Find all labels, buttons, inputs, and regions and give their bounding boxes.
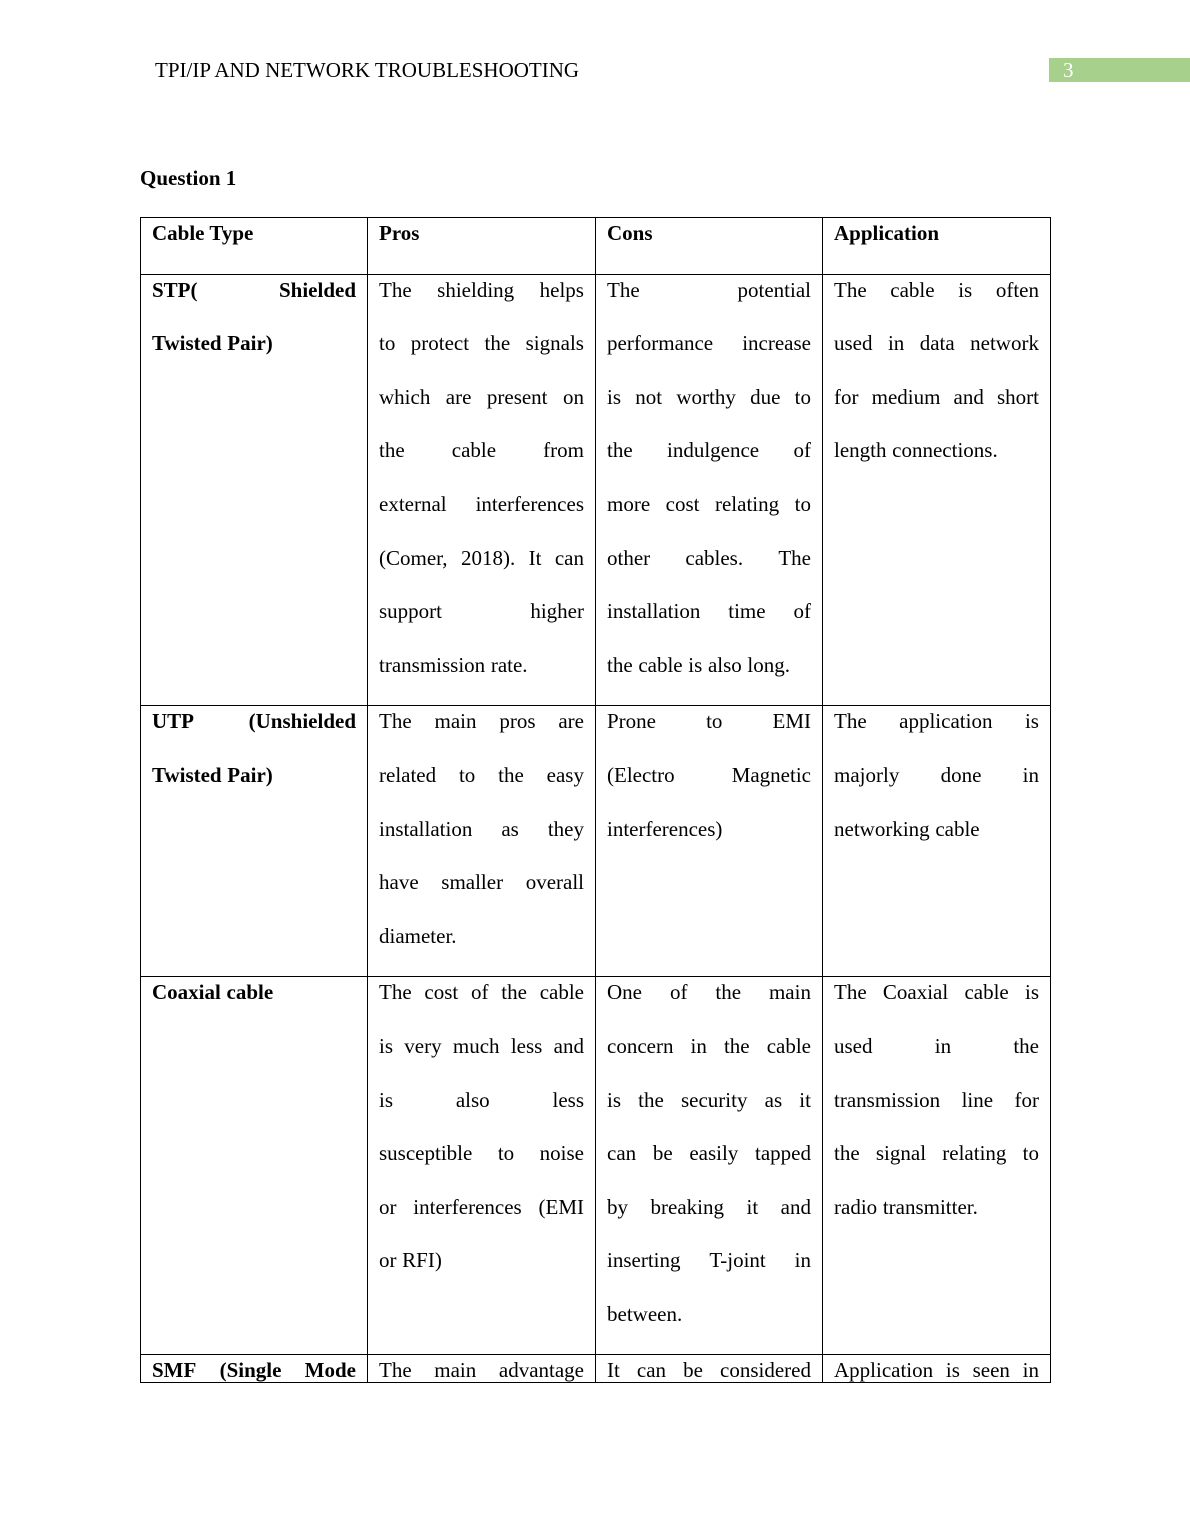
word: less xyxy=(510,1033,543,1058)
word: medium xyxy=(871,384,941,409)
word: radio xyxy=(834,1194,878,1219)
word: installation xyxy=(607,599,701,624)
table-row xyxy=(141,274,1051,706)
word: Shielded xyxy=(278,277,356,302)
word: to xyxy=(379,331,396,356)
word: The xyxy=(607,277,640,302)
word: to xyxy=(706,709,723,734)
word: The xyxy=(834,980,867,1005)
cell-line xyxy=(379,598,584,652)
word: Pair) xyxy=(227,331,273,356)
word: protect xyxy=(410,331,470,356)
cell-line xyxy=(379,708,584,762)
word: relating xyxy=(942,1141,1007,1166)
word: they xyxy=(547,816,584,841)
table-row xyxy=(141,977,1051,1355)
word: higher xyxy=(530,599,584,624)
column-header-cable-type xyxy=(141,218,368,275)
word: of xyxy=(793,438,811,463)
word: Coaxial xyxy=(882,980,949,1005)
cell-line xyxy=(152,1357,356,1382)
cell-line xyxy=(379,384,584,438)
word: the xyxy=(484,331,511,356)
cell-line xyxy=(379,330,584,384)
cell-line xyxy=(152,277,356,331)
cell-line xyxy=(607,277,811,331)
cell-line xyxy=(834,1357,1039,1382)
word: It xyxy=(607,1358,620,1383)
word: increase xyxy=(742,331,811,356)
cell-line xyxy=(379,491,584,545)
cell-line xyxy=(607,1033,811,1087)
word: easy xyxy=(546,762,584,787)
word: rate. xyxy=(490,652,528,677)
header-text: Application xyxy=(834,221,940,245)
word: support xyxy=(379,599,442,624)
word: is xyxy=(607,1087,622,1112)
word: in xyxy=(1022,1358,1039,1383)
word: in xyxy=(934,1033,952,1058)
word: data xyxy=(919,331,955,356)
word: cable xyxy=(226,980,274,1005)
cell-line xyxy=(834,979,1039,1033)
word: main xyxy=(434,709,477,734)
word: transmission xyxy=(379,652,486,677)
word: to xyxy=(1022,1141,1039,1166)
word: is xyxy=(1024,980,1039,1005)
word: pros xyxy=(499,709,536,734)
word: (Comer, xyxy=(379,545,448,570)
word: the xyxy=(607,438,633,463)
word: Application xyxy=(834,1358,934,1383)
word: present xyxy=(486,384,548,409)
word: which xyxy=(379,384,431,409)
cell-line: between. xyxy=(607,1301,683,1326)
word: considered xyxy=(720,1358,811,1383)
cell-line xyxy=(379,1140,584,1194)
word: Pair) xyxy=(227,762,273,787)
word: is xyxy=(1024,709,1039,734)
word: breaking xyxy=(650,1194,724,1219)
word: often xyxy=(995,277,1039,302)
word: EMI xyxy=(772,709,811,734)
page-number: 3 xyxy=(1049,58,1190,82)
word: SMF xyxy=(152,1358,197,1383)
cell-line xyxy=(607,384,811,438)
cell-cable-type xyxy=(141,1355,368,1383)
cell-line xyxy=(607,1247,811,1301)
table-row xyxy=(141,706,1051,977)
word: short xyxy=(996,384,1039,409)
word: indulgence xyxy=(667,438,760,463)
word: by xyxy=(607,1194,628,1219)
word: Twisted xyxy=(152,331,222,356)
word: Coaxial xyxy=(152,980,221,1005)
cell-application xyxy=(823,1355,1051,1383)
cell-pros xyxy=(368,977,596,1355)
word: concern xyxy=(607,1033,674,1058)
word: as xyxy=(501,816,519,841)
cell-cons xyxy=(596,1355,823,1383)
word: connections. xyxy=(892,438,998,463)
word: tapped xyxy=(754,1141,811,1166)
cell-line xyxy=(834,1033,1039,1087)
column-header-pros xyxy=(368,218,596,275)
word: very xyxy=(404,1033,442,1058)
word: it xyxy=(746,1194,759,1219)
cell-line xyxy=(607,1087,811,1141)
cell-line xyxy=(607,491,811,545)
word: Twisted xyxy=(152,762,222,787)
word: also xyxy=(707,652,742,677)
word: of xyxy=(793,599,811,624)
cell-line xyxy=(834,437,1039,491)
cell-line xyxy=(379,1087,584,1141)
header-text: Cons xyxy=(607,221,653,245)
word: of xyxy=(471,980,489,1005)
word: long. xyxy=(747,652,791,677)
cell-line xyxy=(607,762,811,816)
word: potential xyxy=(737,277,811,302)
word: for xyxy=(1014,1087,1039,1112)
cell-pros xyxy=(368,1355,596,1383)
word: STP( xyxy=(152,277,198,302)
word: noise xyxy=(539,1141,584,1166)
word: can xyxy=(636,1358,667,1383)
word: The xyxy=(834,709,867,734)
word: main xyxy=(768,980,811,1005)
word: in xyxy=(794,1248,811,1273)
word: in xyxy=(887,331,905,356)
cell-application xyxy=(823,977,1051,1355)
word: of xyxy=(669,980,688,1005)
word: the xyxy=(379,438,405,463)
cell-line xyxy=(152,708,356,762)
cell-line xyxy=(379,762,584,816)
cell-line xyxy=(379,652,584,706)
word: and xyxy=(553,1033,584,1058)
cell-line xyxy=(834,384,1039,438)
cell-cable-type xyxy=(141,274,368,706)
word: The xyxy=(379,277,412,302)
word: and xyxy=(953,384,984,409)
word: to xyxy=(458,762,476,787)
word: susceptible xyxy=(379,1141,473,1166)
cell-line xyxy=(834,816,1039,870)
word: cost xyxy=(665,491,700,516)
word: smaller xyxy=(441,870,504,895)
cell-line xyxy=(607,1357,811,1382)
running-head: TPI/IP AND NETWORK TROUBLESHOOTING xyxy=(155,58,580,82)
word: transmission xyxy=(834,1087,941,1112)
word: also xyxy=(455,1087,490,1112)
word: Mode xyxy=(304,1358,356,1383)
word: shielding xyxy=(437,277,515,302)
cell-pros xyxy=(368,274,596,706)
cell-line xyxy=(607,598,811,652)
word: network xyxy=(970,331,1039,356)
cell-line xyxy=(152,330,356,384)
word: helps xyxy=(539,277,584,302)
word: cost xyxy=(424,980,459,1005)
cell-line xyxy=(379,545,584,599)
word: Magnetic xyxy=(731,762,811,787)
word: It xyxy=(528,545,542,570)
cell-line xyxy=(379,816,584,870)
word: cable xyxy=(935,816,980,841)
word: to xyxy=(794,384,811,409)
word: it xyxy=(799,1087,811,1112)
word: T-joint xyxy=(709,1248,766,1273)
word: cable xyxy=(451,438,497,463)
word: RFI) xyxy=(402,1248,442,1273)
word: is xyxy=(688,652,703,677)
header-text: Pros xyxy=(379,221,420,245)
word: less xyxy=(552,1087,584,1112)
word: are xyxy=(558,709,584,734)
word: done xyxy=(940,762,982,787)
cell-line xyxy=(607,330,811,384)
word: worthy xyxy=(676,384,736,409)
word: be xyxy=(683,1358,703,1383)
word: seen xyxy=(972,1358,1010,1383)
table-row xyxy=(141,1355,1051,1383)
word: The xyxy=(379,1358,412,1383)
word: to xyxy=(794,491,811,516)
word: have xyxy=(379,870,419,895)
word: length xyxy=(834,438,887,463)
word: transmitter. xyxy=(882,1194,978,1219)
word: the xyxy=(638,1087,664,1112)
cell-cable-type xyxy=(141,706,368,977)
cell-line xyxy=(379,1247,584,1301)
cell-line xyxy=(607,1194,811,1248)
cell-line xyxy=(379,1194,584,1248)
word: The xyxy=(379,980,412,1005)
cell-line xyxy=(379,979,584,1033)
word: the xyxy=(498,762,524,787)
word: the xyxy=(834,1141,860,1166)
word: interferences xyxy=(475,491,584,516)
word: other xyxy=(607,545,651,570)
word: from xyxy=(543,438,584,463)
cell-line xyxy=(834,1140,1039,1194)
cell-line xyxy=(834,277,1039,331)
cell-line xyxy=(607,1140,811,1194)
cell-cons xyxy=(596,274,823,706)
word: related xyxy=(379,762,437,787)
cell-line xyxy=(834,1194,1039,1248)
word: as xyxy=(764,1087,783,1112)
word: One xyxy=(607,980,642,1005)
cell-line xyxy=(607,979,811,1033)
word: cable xyxy=(890,277,935,302)
word: (Unshielded xyxy=(248,709,356,734)
cell-line xyxy=(607,652,811,706)
word: 2018). xyxy=(460,545,516,570)
word: the xyxy=(1013,1033,1039,1058)
word: used xyxy=(834,331,873,356)
word: the xyxy=(723,1033,750,1058)
column-header-application xyxy=(823,218,1051,275)
word: is xyxy=(958,277,973,302)
word: is xyxy=(379,1033,394,1058)
word: easily xyxy=(689,1141,739,1166)
word: main xyxy=(434,1358,477,1383)
word: or xyxy=(379,1194,397,1219)
word: the xyxy=(715,980,742,1005)
word: cable xyxy=(638,652,683,677)
cell-line xyxy=(379,437,584,491)
question-heading: Question 1 xyxy=(140,166,237,190)
word: The xyxy=(834,277,867,302)
word: UTP xyxy=(152,709,194,734)
word: Prone xyxy=(607,709,656,734)
word: installation xyxy=(379,816,473,841)
cell-line xyxy=(607,437,811,491)
word: time xyxy=(728,599,766,624)
table-header-row xyxy=(141,218,1051,275)
word: overall xyxy=(525,870,584,895)
word: signals xyxy=(525,331,584,356)
word: (Electro xyxy=(607,762,675,787)
column-header-cons xyxy=(596,218,823,275)
word: cable xyxy=(766,1033,811,1058)
word: due xyxy=(750,384,781,409)
word: (EMI xyxy=(538,1194,584,1219)
word: used xyxy=(834,1033,873,1058)
word: much xyxy=(452,1033,500,1058)
word: advantage xyxy=(498,1358,584,1383)
cell-cons xyxy=(596,706,823,977)
cell-cable-type xyxy=(141,977,368,1355)
word: relating xyxy=(714,491,780,516)
word: on xyxy=(562,384,584,409)
word: performance xyxy=(607,331,714,356)
word: external xyxy=(379,491,447,516)
word: (Single xyxy=(219,1358,282,1383)
word: and xyxy=(780,1194,811,1219)
word: is xyxy=(945,1358,960,1383)
cell-line xyxy=(152,979,356,1033)
word: signal xyxy=(875,1141,927,1166)
word: for xyxy=(834,384,859,409)
cell-line xyxy=(379,277,584,331)
word: is xyxy=(379,1087,394,1112)
cell-line: diameter. xyxy=(379,923,457,948)
word: majorly xyxy=(834,762,900,787)
word: the xyxy=(501,980,527,1005)
cell-line xyxy=(834,762,1039,816)
cell-line xyxy=(607,708,811,762)
word: The xyxy=(778,545,811,570)
cell-application xyxy=(823,274,1051,706)
word: networking xyxy=(834,816,930,841)
header-text: Cable Type xyxy=(152,221,254,245)
word: inserting xyxy=(607,1248,681,1273)
word: in xyxy=(690,1033,707,1058)
cell-line xyxy=(152,762,356,816)
word: security xyxy=(680,1087,748,1112)
word: is xyxy=(607,384,622,409)
cell-line xyxy=(834,1087,1039,1141)
word: interferences xyxy=(413,1194,522,1219)
word: cable xyxy=(539,980,584,1005)
word: be xyxy=(652,1141,673,1166)
word: can xyxy=(554,545,584,570)
cable-comparison-table xyxy=(140,217,1051,1383)
word: cables. xyxy=(685,545,744,570)
word: are xyxy=(445,384,472,409)
word: the xyxy=(607,652,633,677)
cell-line xyxy=(834,708,1039,762)
word: not xyxy=(635,384,663,409)
word: or xyxy=(379,1248,397,1273)
cell-line xyxy=(607,545,811,599)
word: line xyxy=(961,1087,994,1112)
word: to xyxy=(497,1141,515,1166)
cell-pros xyxy=(368,706,596,977)
cell-line xyxy=(379,869,584,923)
cell-line xyxy=(834,330,1039,384)
cell-line xyxy=(379,1033,584,1087)
word: in xyxy=(1022,762,1039,787)
word: more xyxy=(607,491,651,516)
word: The xyxy=(379,709,412,734)
word: application xyxy=(899,709,993,734)
cell-line: interferences) xyxy=(607,816,723,841)
word: cable xyxy=(964,980,1009,1005)
cell-application xyxy=(823,706,1051,977)
word: can xyxy=(607,1141,637,1166)
cell-cons xyxy=(596,977,823,1355)
cell-line xyxy=(379,1357,584,1382)
